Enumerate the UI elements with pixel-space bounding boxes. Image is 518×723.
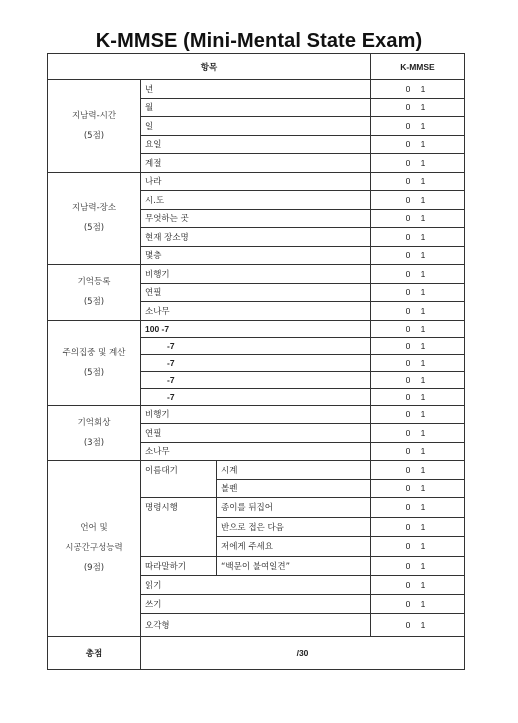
score-option[interactable]: 0 1 (371, 337, 465, 354)
score-option[interactable]: 0 1 (371, 405, 465, 424)
category-time (48, 80, 141, 173)
score-option[interactable]: 0 1 (371, 228, 465, 247)
category-place (48, 172, 141, 265)
category-name: 지남력-시간 (71, 110, 117, 121)
category-name: 기억등록 (77, 277, 111, 288)
subgroup-label: 따라말하기 (141, 556, 217, 575)
score-option[interactable]: 0 1 (371, 613, 465, 636)
total-value: /30 (141, 636, 465, 669)
item-label: 비행기 (141, 265, 371, 284)
score-option[interactable]: 0 1 (371, 246, 465, 265)
subgroup-label: 이름대기 (141, 461, 217, 498)
item-label: 비행기 (141, 405, 371, 424)
category-attention (48, 320, 141, 405)
item-label: 월 (141, 98, 371, 117)
item-label: 무엇하는 곳 (141, 209, 371, 228)
table-row (48, 405, 465, 424)
category-recall (48, 405, 141, 461)
table-row (48, 320, 465, 337)
category-points: (9점) (83, 563, 105, 574)
category-points: (5점) (83, 367, 105, 378)
item-label: -7 (141, 337, 371, 354)
score-option[interactable]: 0 1 (371, 320, 465, 337)
table-row (48, 265, 465, 284)
header-score: K-MMSE (371, 54, 465, 80)
category-language (48, 461, 141, 637)
item-label: 계절 (141, 154, 371, 173)
item-label: 몇층 (141, 246, 371, 265)
item-label: -7 (141, 371, 371, 388)
score-option[interactable]: 0 1 (371, 154, 465, 173)
score-option[interactable]: 0 1 (371, 575, 465, 594)
table-header-row (48, 54, 465, 80)
item-label: 볼펜 (217, 479, 371, 498)
total-label: 총점 (48, 636, 141, 669)
category-name: 시공간구성능력 (65, 543, 123, 554)
category-points: (3점) (83, 437, 105, 448)
score-option[interactable]: 0 1 (371, 98, 465, 117)
item-label: 저에게 주세요 (217, 537, 371, 557)
kmmse-table (47, 53, 465, 670)
category-points: (5점) (83, 223, 105, 234)
subgroup-label: 명령시행 (141, 498, 217, 557)
score-option[interactable]: 0 1 (371, 209, 465, 228)
category-name: 언어 및 (80, 523, 108, 534)
table-row (48, 172, 465, 191)
score-option[interactable]: 0 1 (371, 442, 465, 461)
score-option[interactable]: 0 1 (371, 172, 465, 191)
item-label: 연필 (141, 283, 371, 302)
item-label: -7 (141, 354, 371, 371)
score-option[interactable]: 0 1 (371, 461, 465, 480)
score-option[interactable]: 0 1 (371, 479, 465, 498)
category-name: 지남력-장소 (71, 203, 117, 214)
item-label: “백문이 불여일견” (217, 556, 371, 575)
score-option[interactable]: 0 1 (371, 424, 465, 443)
score-option[interactable]: 0 1 (371, 388, 465, 405)
item-label: 일 (141, 117, 371, 136)
category-registration (48, 265, 141, 321)
category-points: (5점) (83, 297, 105, 308)
score-option[interactable]: 0 1 (371, 354, 465, 371)
category-points: (5점) (83, 130, 105, 141)
item-label: 년 (141, 80, 371, 99)
score-option[interactable]: 0 1 (371, 283, 465, 302)
page-title: K-MMSE (Mini-Mental State Exam) (95, 30, 423, 52)
item-label: 종이를 뒤집어 (217, 498, 371, 518)
score-option[interactable]: 0 1 (371, 265, 465, 284)
item-label: 나라 (141, 172, 371, 191)
score-option[interactable]: 0 1 (371, 498, 465, 518)
item-label: 오각형 (141, 613, 371, 636)
item-label: 읽기 (141, 575, 371, 594)
item-label: 100 -7 (141, 320, 371, 337)
category-name: 주의집중 및 계산 (62, 347, 126, 358)
score-option[interactable]: 0 1 (371, 191, 465, 210)
score-option[interactable]: 0 1 (371, 80, 465, 99)
table-row (48, 461, 465, 480)
score-option[interactable]: 0 1 (371, 135, 465, 154)
score-option[interactable]: 0 1 (371, 556, 465, 575)
item-label: -7 (141, 388, 371, 405)
item-label: 시계 (217, 461, 371, 480)
table-row (48, 80, 465, 99)
score-option[interactable]: 0 1 (371, 537, 465, 557)
item-label: 현재 장소명 (141, 228, 371, 247)
item-label: 소나무 (141, 442, 371, 461)
score-option[interactable]: 0 1 (371, 517, 465, 537)
item-label: 연필 (141, 424, 371, 443)
category-name: 기억회상 (77, 417, 111, 428)
score-option[interactable]: 0 1 (371, 594, 465, 613)
score-option[interactable]: 0 1 (371, 302, 465, 321)
score-option[interactable]: 0 1 (371, 371, 465, 388)
total-row (48, 636, 465, 669)
item-label: 소나무 (141, 302, 371, 321)
item-label: 쓰기 (141, 594, 371, 613)
item-label: 반으로 접은 다음 (217, 517, 371, 537)
item-label: 시.도 (141, 191, 371, 210)
score-option[interactable]: 0 1 (371, 117, 465, 136)
item-label: 요일 (141, 135, 371, 154)
header-item: 항목 (48, 54, 371, 80)
